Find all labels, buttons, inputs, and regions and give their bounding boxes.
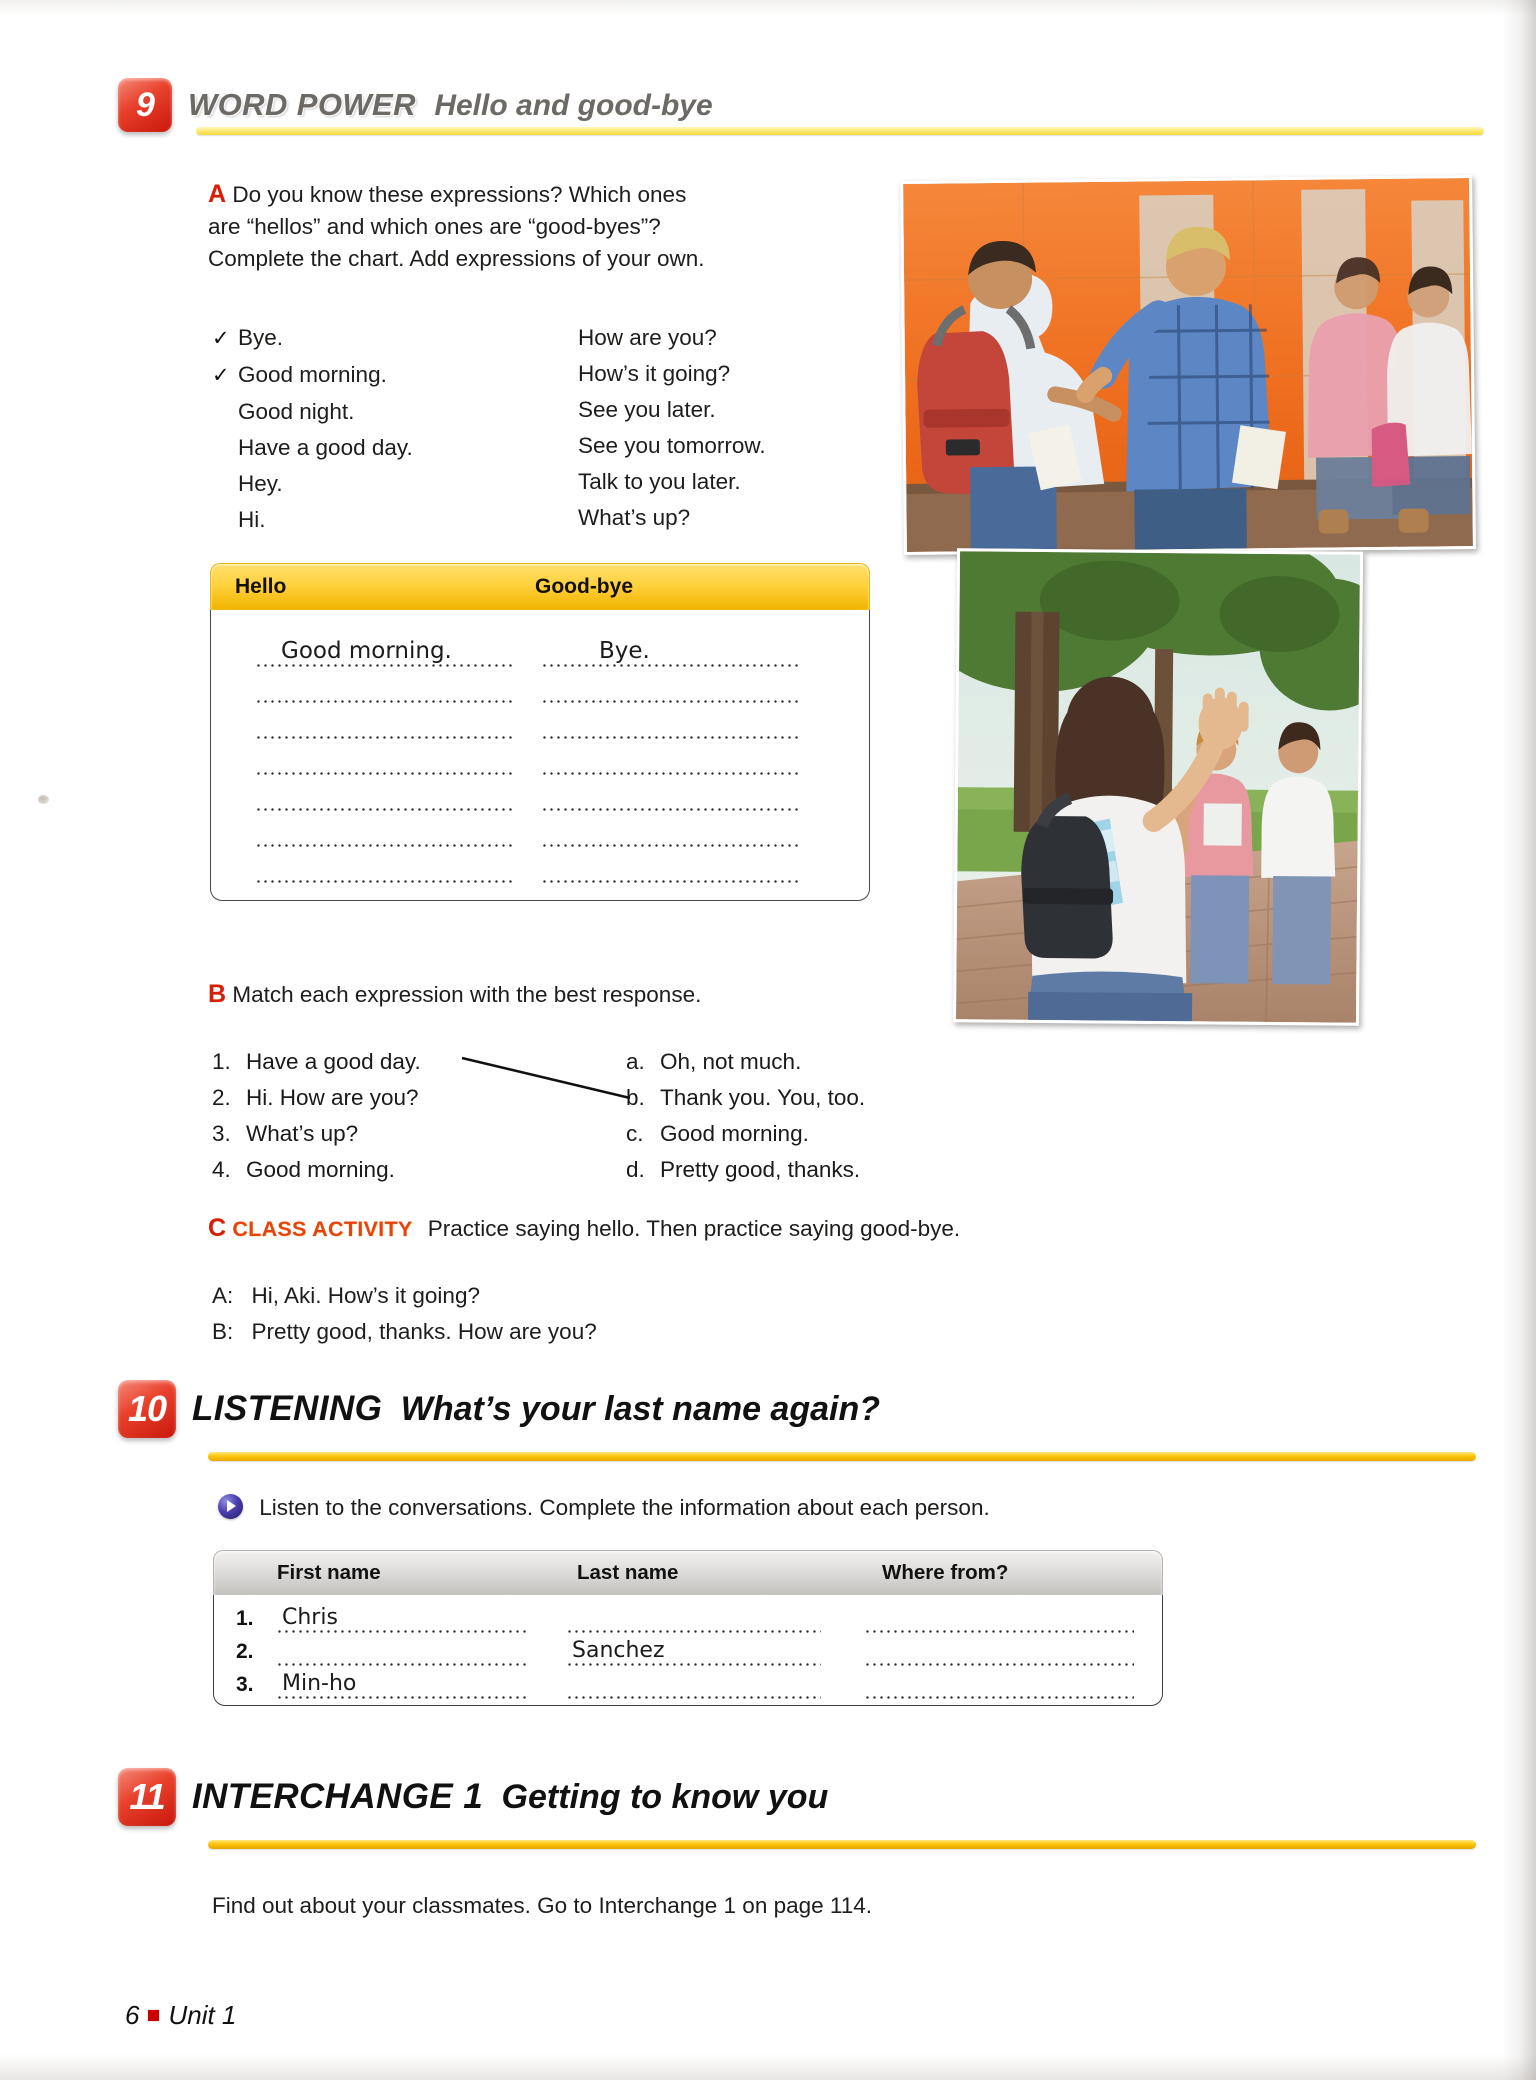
page-footer [125,2000,236,2031]
expression-text: How’s it going? [578,361,731,386]
chart-column-goodbye: Good-bye [535,575,633,598]
expression-item[interactable] [212,394,512,430]
answer-dotted-line[interactable] [255,808,513,811]
section-9-rule [196,127,1484,135]
play-circle-icon[interactable] [218,1494,243,1519]
checkmark-icon: ✓ [212,364,230,387]
footer-square-icon [148,2010,159,2021]
handwritten-answer: Good morning. [281,638,452,664]
dialog-line-b: Pretty good, thanks. How are you? [251,1319,597,1344]
answer-dotted-line[interactable] [255,700,513,703]
page-spine-mark [38,795,49,804]
handwritten-answer: Min-ho [282,1671,357,1696]
section-11-badge: 11 [118,1768,176,1826]
part-b-instruction [208,978,701,1011]
student-waving-on-campus-photo [953,548,1363,1026]
answer-dotted-line[interactable] [255,736,513,739]
match-item-text: Good morning. [660,1121,809,1146]
section-11-header [118,1768,828,1826]
listening-answer-line[interactable] [864,1663,1134,1666]
dialog-speaker-b: B: [212,1319,234,1344]
expression-text: See you later. [578,397,716,422]
match-item-key: c. [626,1121,644,1146]
expression-text: How are you? [578,325,717,350]
answer-dotted-line[interactable] [255,664,513,667]
chart-column-hello: Hello [235,575,287,598]
students-greeting-at-lockers-photo [900,175,1476,555]
answer-dotted-line[interactable] [541,700,799,703]
listening-answer-line[interactable] [864,1630,1134,1633]
listening-row-number: 2. [236,1640,254,1663]
section-9-header [118,78,713,132]
listening-table-header [213,1550,1163,1595]
match-item-text: Thank you. You, too. [660,1085,866,1110]
match-item[interactable] [212,1152,542,1188]
answer-dotted-line[interactable] [255,772,513,775]
part-a-instruction [208,178,848,275]
expression-item[interactable] [212,502,512,538]
part-b-text: Match each expression with the best response. [232,982,702,1007]
answer-dotted-line[interactable] [255,880,513,883]
listening-answer-line[interactable] [566,1696,821,1699]
part-c-dialog [212,1278,597,1350]
section-11-subtitle: Getting to know you [501,1778,829,1816]
page-edge-shade-bottom [0,2054,1536,2080]
page-edge-shade-top [0,0,1536,16]
checkmark-icon: ✓ [212,327,230,350]
expression-text: Talk to you later. [578,469,741,494]
handwritten-answer: Chris [282,1605,338,1630]
match-item-text: Good morning. [246,1157,395,1182]
class-activity-tag: CLASS ACTIVITY [232,1217,413,1241]
match-item[interactable] [626,1152,956,1188]
expression-item[interactable] [212,466,512,502]
listening-answer-line[interactable] [276,1663,526,1666]
chart-header-row [210,563,870,610]
col-where-from: Where from? [882,1561,1009,1584]
listening-answer-line[interactable] [566,1663,821,1666]
match-item-key: 1. [212,1049,231,1074]
part-a-line-3: Complete the chart. Add expressions of your own. [208,246,705,271]
part-b-letter: B [208,980,227,1008]
match-item-key: d. [626,1157,645,1182]
answer-dotted-line[interactable] [541,736,799,739]
match-item-text: Have a good day. [246,1049,421,1074]
match-item-key: 4. [212,1157,231,1182]
expression-text: Hi. [238,507,266,532]
part-c-text: Practice saying hello. Then practice saying good-bye. [427,1216,961,1241]
match-item-text: Pretty good, thanks. [660,1157,861,1182]
match-item-text: What’s up? [246,1121,359,1146]
col-first-name: First name [277,1561,381,1584]
answer-dotted-line[interactable] [255,844,513,847]
part-a-line-1: Do you know these expressions? Which ones [232,182,687,207]
answer-dotted-line[interactable] [541,844,799,847]
section-11-rule [208,1840,1476,1849]
page-number: 6 [125,2000,140,2030]
listening-answer-line[interactable] [276,1696,526,1699]
part-c-instruction [208,1212,960,1245]
expression-text: Hey. [238,471,283,496]
listening-row-number: 3. [236,1673,254,1696]
interchange-instruction: Find out about your classmates. Go to Interchange 1 on page 114. [212,1893,873,1918]
part-c-letter: C [208,1214,227,1242]
listening-table [213,1550,1163,1706]
unit-label: Unit 1 [168,2000,237,2030]
expression-item[interactable] [212,320,512,357]
handwritten-answer: Sanchez [572,1638,665,1663]
dialog-line-a: Hi, Aki. How’s it going? [251,1283,480,1308]
part-a-letter: A [208,180,227,208]
answer-dotted-line[interactable] [541,880,799,883]
section-10-rule [208,1452,1476,1461]
listening-row-number: 1. [236,1607,254,1630]
expression-item[interactable] [552,464,872,500]
page-edge-shade-right [1502,0,1536,2080]
match-item-text: Hi. How are you? [246,1085,419,1110]
answer-dotted-line[interactable] [541,808,799,811]
hello-goodbye-chart [210,563,870,901]
listening-table-body[interactable] [213,1595,1163,1706]
section-11-title: INTERCHANGE 1 [192,1777,484,1816]
section-9-title: WORD POWER [188,87,416,122]
expression-text: See you tomorrow. [578,433,766,458]
expression-text: Good night. [238,399,355,424]
listening-instruction [218,1492,990,1524]
answer-dotted-line[interactable] [541,664,799,667]
match-item-key: a. [626,1049,645,1074]
expression-text: Have a good day. [238,435,413,460]
col-last-name: Last name [577,1561,679,1584]
expression-item[interactable] [552,320,872,356]
listening-answer-line[interactable] [864,1696,1134,1699]
expression-item[interactable] [552,428,872,464]
match-connector-line [460,1048,680,1128]
listening-answer-line[interactable] [566,1630,821,1633]
section-10-badge: 10 [118,1380,176,1438]
match-item-text: Oh, not much. [660,1049,802,1074]
chart-answer-area[interactable] [210,610,870,901]
expression-item[interactable] [552,500,872,536]
dialog-speaker-a: A: [212,1283,234,1308]
expression-item[interactable] [212,357,512,394]
listening-answer-line[interactable] [276,1630,526,1633]
expression-text: What’s up? [578,505,691,530]
part-a-line-2: are “hellos” and which ones are “good-byes”? [208,214,661,239]
section-9-badge: 9 [118,78,172,132]
match-item-key: 2. [212,1085,231,1110]
section-9-subtitle: Hello and good-bye [434,89,713,122]
expression-text: Good morning. [238,362,387,387]
section-10-header [118,1380,880,1438]
answer-dotted-line[interactable] [541,772,799,775]
expression-list-right [552,320,872,536]
expression-item[interactable] [212,430,512,466]
match-item-key: 3. [212,1121,231,1146]
listening-instruction-text: Listen to the conversations. Complete the information about each person. [259,1495,990,1520]
match-item-key: b. [626,1085,645,1110]
section-10-title: LISTENING [192,1389,383,1428]
expression-item[interactable] [552,356,872,392]
expression-text: Bye. [238,325,284,350]
section-10-subtitle: What’s your last name again? [400,1390,881,1428]
expression-list-left [212,320,512,538]
expression-item[interactable] [552,392,872,428]
handwritten-answer: Bye. [599,638,650,664]
